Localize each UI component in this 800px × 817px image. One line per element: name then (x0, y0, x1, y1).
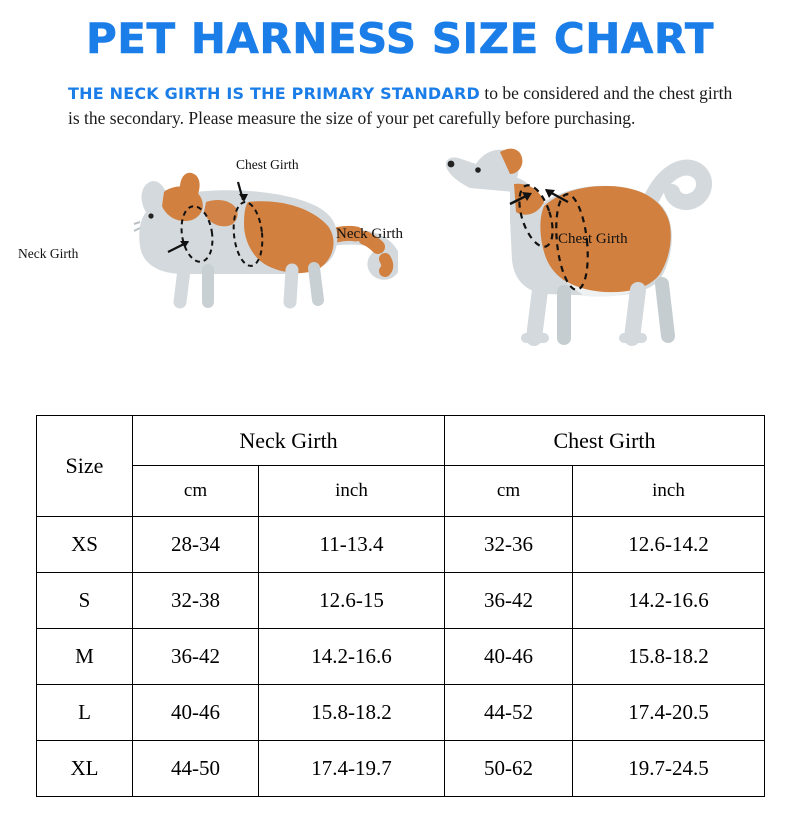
cat-leg-3 (290, 270, 292, 302)
header-neck-cm: cm (133, 466, 259, 517)
dog-chest-girth-label: Chest Girth (558, 230, 628, 247)
cell-neck-inch: 11-13.4 (259, 517, 445, 573)
cell-neck-cm: 44-50 (133, 741, 259, 797)
subtitle-rest: to be considered and the chest girth is the secondary. Please measure the size of your pet carefully before purchasing. (68, 83, 733, 129)
subtitle-emphasis: THE NECK GIRTH IS THE PRIMARY STANDARD (68, 84, 480, 104)
cell-chest-cm: 50-62 (445, 741, 573, 797)
header-neck-girth: Neck Girth (133, 416, 445, 466)
table-header-row-groups (37, 416, 765, 466)
dog-leg-back-1 (632, 290, 638, 338)
cat-leg-1 (180, 270, 184, 302)
cat-eye (148, 213, 153, 218)
cell-chest-inch: 14.2-16.6 (573, 573, 765, 629)
size-chart-page (0, 14, 800, 817)
cell-chest-cm: 40-46 (445, 629, 573, 685)
cell-chest-cm: 44-52 (445, 685, 573, 741)
cell-chest-inch: 12.6-14.2 (573, 517, 765, 573)
size-table (36, 415, 765, 797)
cat-whisker-1 (134, 222, 140, 224)
cell-neck-cm: 32-38 (133, 573, 259, 629)
table-header-row-units (37, 466, 765, 517)
cell-size: M (37, 629, 133, 685)
cell-chest-inch: 19.7-24.5 (573, 741, 765, 797)
dog-leg-front-1 (534, 290, 540, 338)
cell-chest-inch: 17.4-20.5 (573, 685, 765, 741)
cell-size: L (37, 685, 133, 741)
cell-chest-cm: 36-42 (445, 573, 573, 629)
subtitle-text (0, 81, 800, 132)
dog-eye (475, 167, 481, 173)
cell-neck-inch: 17.4-19.7 (259, 741, 445, 797)
cat-tail-stripe-3 (385, 259, 387, 271)
page-title: PET HARNESS SIZE CHART (85, 14, 715, 63)
cell-chest-cm: 32-36 (445, 517, 573, 573)
cell-neck-cm: 28-34 (133, 517, 259, 573)
header-neck-inch: inch (259, 466, 445, 517)
dog-illustration (336, 140, 748, 355)
header-chest-inch: inch (573, 466, 765, 517)
table-row (37, 685, 765, 741)
dog-tail (650, 167, 704, 201)
cell-neck-cm: 36-42 (133, 629, 259, 685)
table-row (37, 741, 765, 797)
table-row (37, 573, 765, 629)
size-table-wrap (36, 415, 764, 797)
dog-nose (448, 160, 455, 167)
dog-neck-girth-label: Neck Girth (336, 225, 404, 242)
cell-neck-inch: 14.2-16.6 (259, 629, 445, 685)
cat-chest-girth-label: Chest Girth (236, 156, 299, 172)
table-row (37, 517, 765, 573)
cell-chest-inch: 15.8-18.2 (573, 629, 765, 685)
cell-neck-cm: 40-46 (133, 685, 259, 741)
cell-neck-inch: 12.6-15 (259, 573, 445, 629)
table-row (37, 629, 765, 685)
cat-leg-4 (314, 268, 318, 300)
header-size: Size (37, 416, 133, 517)
cell-neck-inch: 15.8-18.2 (259, 685, 445, 741)
dog-leg-back-2 (662, 284, 668, 336)
header-chest-girth: Chest Girth (445, 416, 765, 466)
header-chest-cm: cm (445, 466, 573, 517)
cat-neck-girth-label: Neck Girth (18, 245, 79, 261)
cat-whisker-2 (134, 228, 140, 231)
cell-size: XS (37, 517, 133, 573)
cell-size: S (37, 573, 133, 629)
illustration-band (0, 140, 800, 365)
cell-size: XL (37, 741, 133, 797)
